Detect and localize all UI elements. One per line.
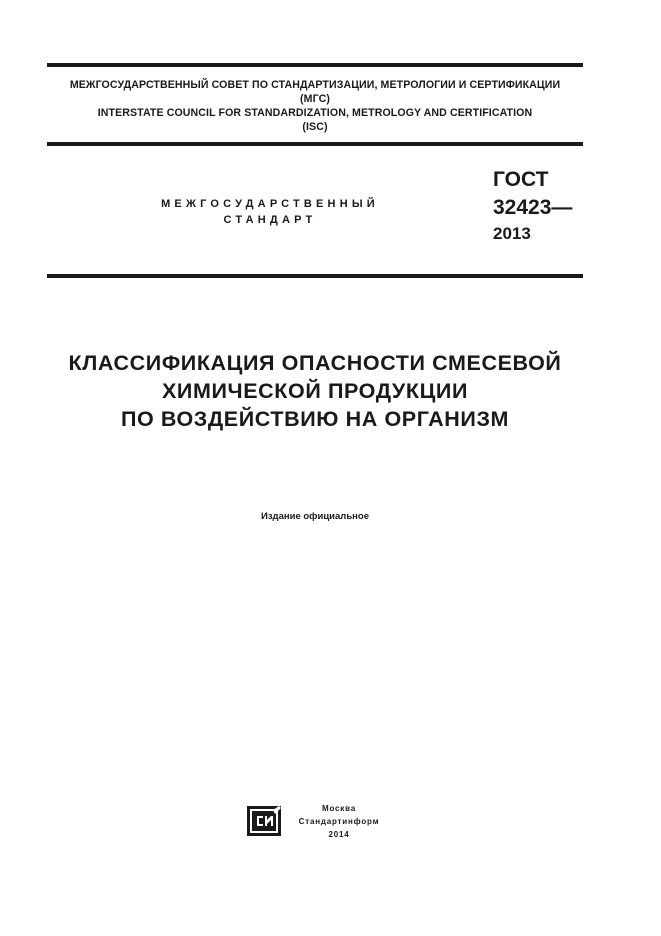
gost-year: 2013 (493, 224, 531, 243)
title-line3: ПО ВОЗДЕЙСТВИЮ НА ОРГАНИЗМ (120, 407, 510, 431)
publisher-city: Москва (322, 804, 356, 813)
council-name-ru: МЕЖГОСУДАРСТВЕННЫЙ СОВЕТ ПО СТАНДАРТИЗАЦИИ, МЕТРОЛОГИИ И СЕРТИФИКАЦИИ (69, 79, 561, 91)
gost-designation (493, 166, 572, 246)
gost-number: 32423— (493, 196, 573, 219)
standard-type-line2: СТАНДАРТ (223, 214, 317, 226)
header-divider (47, 142, 583, 146)
edition-note: Издание официальное (261, 511, 369, 522)
council-abbr-en: (ISC) (302, 121, 328, 133)
standartinform-logo-icon (247, 806, 281, 836)
publisher-block (284, 802, 394, 841)
publisher-name: Стандартинформ (298, 817, 380, 826)
document-title (30, 349, 600, 433)
council-header (47, 78, 583, 134)
gost-label: ГОСТ (493, 168, 549, 191)
title-line2: ХИМИЧЕСКОЙ ПРОДУКЦИИ (161, 379, 469, 403)
council-name-en: INTERSTATE COUNCIL FOR STANDARDIZATION, METROLOGY AND CERTIFICATION (97, 107, 533, 119)
designation-divider (47, 274, 583, 278)
standard-type-line1: МЕЖГОСУДАРСТВЕННЫЙ (161, 198, 379, 210)
publisher-year: 2014 (328, 830, 350, 839)
council-abbr-ru: (МГС) (300, 93, 330, 105)
top-rule (47, 63, 583, 67)
title-line1: КЛАССИФИКАЦИЯ ОПАСНОСТИ СМЕСЕВОЙ (68, 351, 562, 375)
standard-type (120, 196, 420, 228)
